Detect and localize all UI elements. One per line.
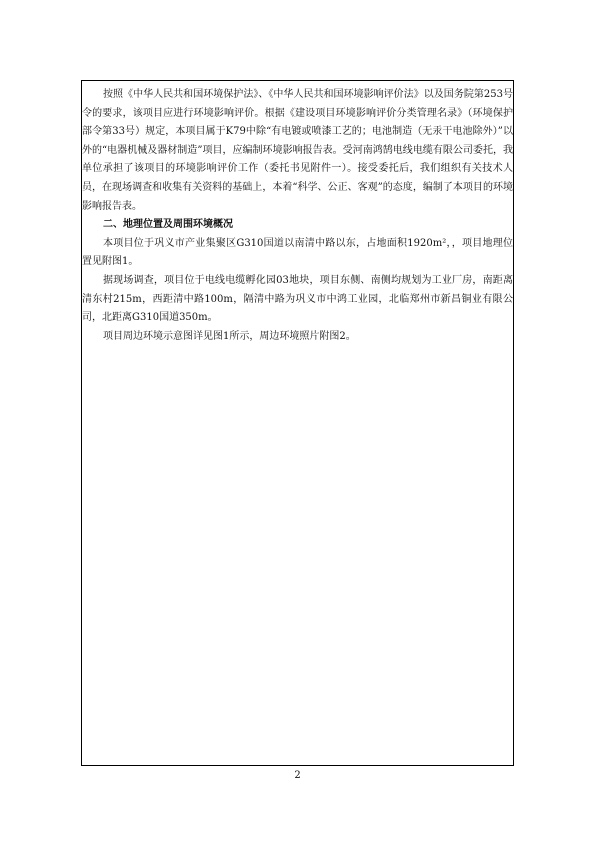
figure-reference-paragraph: 项目周边环境示意图详见图1所示，周边环境照片附图2。 — [103, 330, 356, 342]
document-body — [82, 86, 513, 346]
section-heading-location: 二、地理位置及周围环境概况 — [103, 219, 233, 231]
page-number: 2 — [294, 770, 301, 781]
surroundings-paragraph: 据现场调查，项目位于电线电缆孵化园03地块，项目东侧、南侧均规划为工业厂房，南距离清东村215m，西距清中路100m，隔清中路为巩义市中鸿工业园，北临郑州市新昌铜业有限公司，北距离G310国道350m。 — [82, 274, 513, 324]
location-paragraph: 本项目位于巩义市产业集聚区G310国道以南清中路以东，占地面积1920m²，，项目地理位置见附图1。 — [82, 237, 513, 268]
eia-basis-paragraph: 按照《中华人民共和国环境保护法》、《中华人民共和国环境影响评价法》以及国务院第253号令的要求，该项目应进行环境影响评价。根据《建设项目环境影响评价分类管理名录》（环境保护部令第33号）规定，本项目属于K79中除“有电镀或喷漆工艺的；电池制造（无汞干电池除外）”以外的“电器机械及器材制造”项目，应编制环境影响报告表。受河南鸿鹄电线电缆有限公司委托，我单位承担了该项目的环境影响评价工作（委托书见附件一）。接受委托后，我们组织有关技术人员，在现场调查和收集有关资料的基础上，本着“科学、公正、客观”的态度，编制了本项目的环境影响报告表。 — [82, 89, 513, 212]
